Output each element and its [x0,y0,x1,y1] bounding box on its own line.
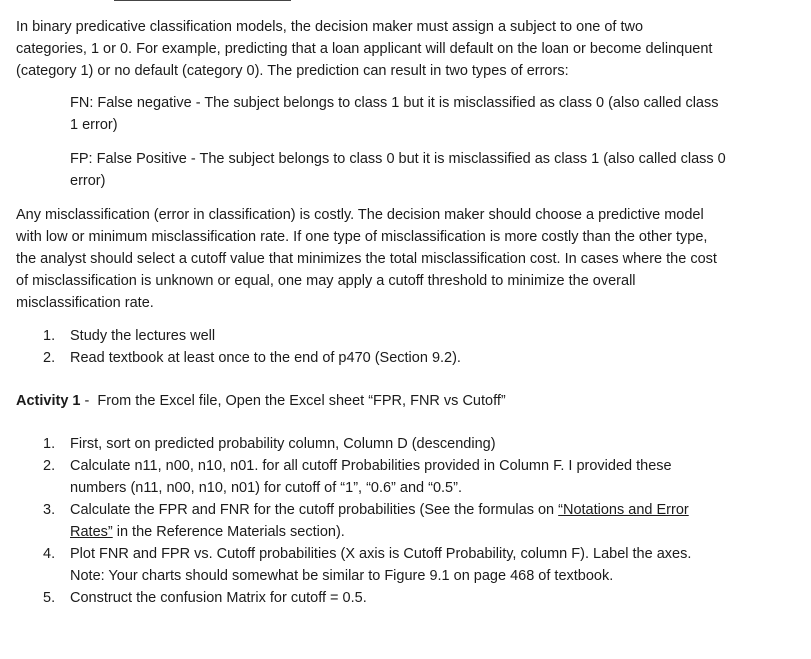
intro-paragraph: In binary predicative classification models, the decision maker must assign a subject to one of two categories, 1 or 0. For example, predicting that a loan applicant will default on the loan or become delinquent (category 1) or no default (category 0). The prediction can result in two types of errors: [16,19,713,79]
list-number: 3. [43,502,56,518]
list-number: 1. [43,328,56,344]
list-item [16,455,726,499]
list-item-text: Plot FNR and FPR vs. Cutoff probabilities (X axis is Cutoff Probability, column F). Label the axes. [70,546,692,562]
list-item [16,587,726,609]
study-list [16,325,716,369]
list-item-text: Read textbook at least once to the end of p470 (Section 9.2). [70,350,461,366]
list-number: 5. [43,590,56,606]
list-item [16,347,716,369]
list-item [16,325,716,347]
list-item-text: Study the lectures well [70,328,216,344]
list-item-text: First, sort on predicted probability column, Column D (descending) [70,436,496,452]
activity-description: From the Excel file, Open the Excel sheet “FPR, FNR vs Cutoff” [97,393,506,409]
activity-heading [16,390,716,412]
header-rule [114,0,291,1]
list-item-text: Calculate the FPR and FNR for the cutoff probabilities (See the formulas on [70,502,559,518]
list-number: 2. [43,350,56,366]
activity-list [16,433,726,609]
list-number: 4. [43,546,56,562]
list-item [16,499,726,543]
activity-title: Activity 1 [16,393,81,409]
cost-paragraph: Any misclassification (error in classification) is costly. The decision maker should choose a predictive model with low or minimum misclassification rate. If one type of misclassification is more costly than the other type, the analyst should select a cutoff value that minimizes the total misclassification cost. In cases where the cost of misclassification is unknown or equal, one may apply a cutoff threshold to minimize the overall misclassification rate. [16,207,717,311]
fp-definition: FP: False Positive - The subject belongs to class 0 but it is misclassified as class 1 (also called class 0 error) [70,151,726,189]
notations-error-rates-link[interactable]: “Notations and Error Rates” [70,502,689,540]
list-item-text: in the Reference Materials section). [112,524,345,540]
list-item-note: Note: Your charts should somewhat be similar to Figure 9.1 on page 468 of textbook. [70,568,614,584]
list-item-text: Calculate n11, n00, n10, n01. for all cutoff Probabilities provided in Column F. I provided these numbers (n11, n00, n10, n01) for cutoff of “1”, “0.6” and “0.5”. [70,458,672,496]
list-item [16,433,726,455]
list-number: 1. [43,436,56,452]
list-item [16,543,726,587]
activity-separator: - [80,393,98,409]
fn-definition: FN: False negative - The subject belongs to class 1 but it is misclassified as class 0 (also called class 1 error) [70,95,719,133]
list-number: 2. [43,458,56,474]
list-item-text: Construct the confusion Matrix for cutoff = 0.5. [70,590,367,606]
